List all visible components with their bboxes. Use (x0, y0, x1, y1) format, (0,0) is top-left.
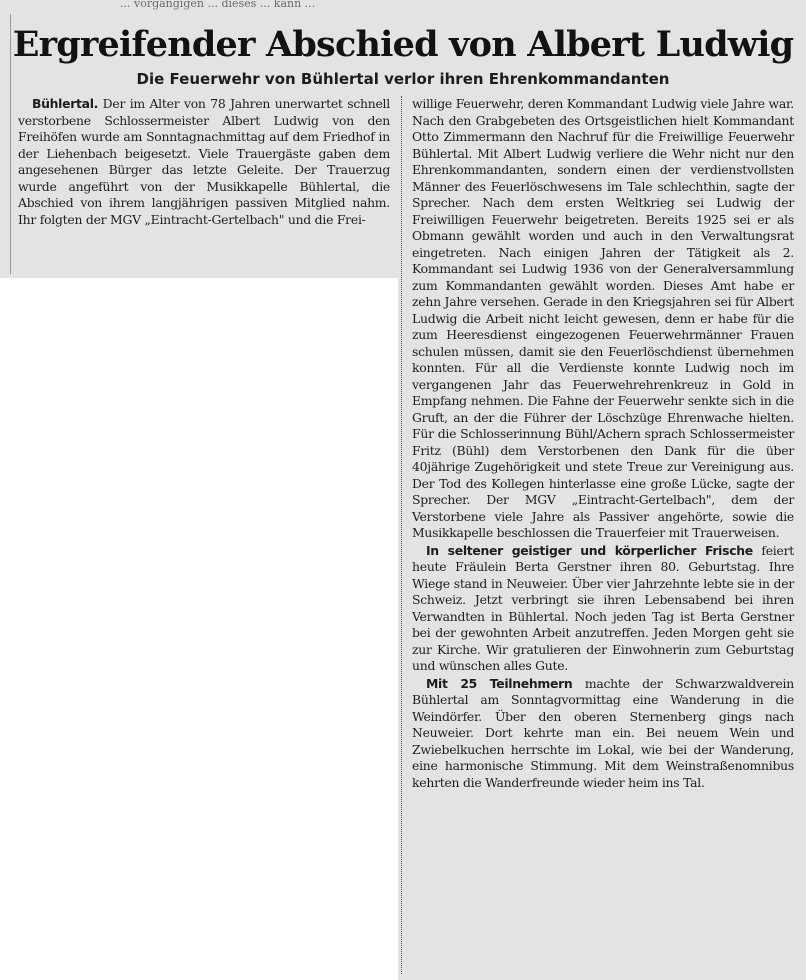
article-dateline: Bühlertal. (32, 96, 99, 111)
hiking-notice-lead: Mit 25 Teilnehmern (426, 675, 573, 691)
birthday-notice-text: feiert heute Fräulein Berta Gerstner ihren 80. Geburtstag. Ihre Wiege stand in Neuweier. Über vier Jahrzehnte lebte sie in der Schweiz. Jetzt verbringt sie ihren Lebensabend bei ihren Verwandten in Bühlertal. Noch jeden Tag ist Berta Gerstner bei der gewohnten Arbeit anzutreffen. Jeden Morgen geht sie zur Kirche. Wir gratulieren der Einwohnerin zum Geburtstag und wünschen alles Gute. (412, 542, 794, 673)
hiking-notice (412, 676, 794, 792)
birthday-notice (412, 543, 794, 675)
column-divider (401, 96, 402, 974)
hiking-notice-text: machte der Schwarzwaldverein Bühlertal am Sonntagvormittag eine Wanderung in die Weindörfer. Über den oberen Sternenberg gings nach Neuweier. Dort kehrte man ein. Bei neuem Wein und Zwiebelkuchen herrschte im Lokal, wie bei der Wanderung, eine harmonische Stimmung. Mit dem Weinstraßenomnibus kehrten die Wanderfreunde wieder heim ins Tal. (412, 675, 794, 790)
article-column-right (412, 96, 794, 791)
article-body-right: willige Feuerwehr, deren Kommandant Ludwig viele Jahre war. Nach den Grabgebeten des Ortsgeistlichen hielt Kommandant Otto Zimmermann den Nachruf für die Freiwillige Feuerwehr Bühlertal. Mit Albert Ludwig verliere die Wehr nicht nur den Ehrenkommandanten, sondern einen der verdienstvollsten Männer des Feuerlöschwesens im Tale schlechthin, sagte der Sprecher. Nach dem ersten Weltkrieg sei Ludwig der Freiwilligen Feuerwehr beigetreten. Bereits 1925 sei er als Obmann gewählt worden und auch in den Verwaltungsrat eingetreten. Nach einigen Jahren der Tätigkeit als 2. Kommandant sei Ludwig 1936 von der Generalversammlung zum Kommandanten gewählt worden. Dieses Amt habe er zehn Jahre versehen. Gerade in den Kriegsjahren sei für Albert Ludwig die Arbeit nicht leicht gewesen, denn er habe für die zum Heeresdienst eingezogenen Feuerwehrmänner Frauen schulen müssen, damit sie den Feuerlöschdienst übernehmen konnten. Für all die Verdienste konnte Ludwig noch im vergangenen Jahr das Feuerwehrehrenkreuz in Gold in Empfang nehmen. Die Fahne der Feuerwehr senkte sich in die Gruft, an der die Führer der Löschzüge Ehrenwache hielten. Für die Schlosserinnung Bühl/Achern sprach Schlossermeister Fritz (Bühl) dem Verstorbenen den Dank für die über 40jährige Zugehörigkeit und stete Treue zur Vereinigung aus. Der Tod des Kollegen hinterlasse eine große Lücke, sagte der Sprecher. Der MGV „Eintracht-Gertelbach", dem der Verstorbene viele Jahre als Passiver angehörte, sowie die Musikkapelle beschlossen die Trauerfeier mit Trauerweisen. (412, 96, 794, 540)
cut-off-text-fragment: ... vorgängigen ... dieses ... kann ... (120, 0, 316, 10)
article-column-left (18, 96, 390, 228)
birthday-notice-lead: In seltener geistiger und körperlicher Frische (426, 542, 753, 558)
article-headline: Ergreifender Abschied von Albert Ludwig (12, 24, 794, 65)
article-paragraph-left (18, 96, 390, 228)
article-body-left: Der im Alter von 78 Jahren unerwartet schnell verstorbene Schlossermeister Albert Ludwig von den Freihöfen wurde am Sonntagnachmittag auf dem Friedhof in der Liehenbach beigesetzt. Viele Trauergäste gaben dem angesehenen Bürger das letzte Geleite. Der Trauerzug wurde angeführt von der Musikkapelle Bühlertal, die Abschied von ihrem langjährigen passiven Mitglied nahm. Ihr folgten der MGV „Eintracht-Gertelbach" und die Frei- (18, 96, 390, 227)
article-subheadline: Die Feuerwehr von Bühlertal verlor ihren Ehrenkommandanten (136, 70, 670, 88)
